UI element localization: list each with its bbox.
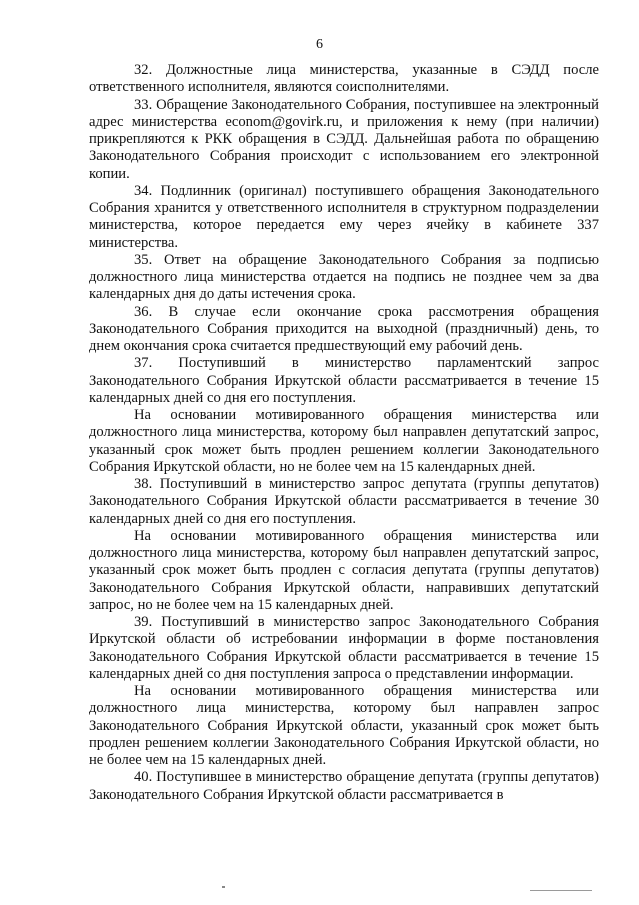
footer-line <box>530 890 592 891</box>
paragraph-39: 39. Поступивший в министерство запрос Законодательного Собрания Иркутской области об истребовании информации в форме постановления Законодательного Собрания Иркутской области рассматривается в течение 15 календарных дней со дня поступления запроса о представлении информации. <box>89 614 599 682</box>
paragraph-33: 33. Обращение Законодательного Собрания, поступившее на электронный адрес министерства econom@govirk.ru, и приложения к нему (при наличии) прикрепляются к РКК обращения в СЭДД. Дальнейшая работа по обращению Законодательного Собрания происходит с использованием его электронной копии. <box>89 96 599 182</box>
paragraph-38: 38. Поступивший в министерство запрос депутата (группы депутатов) Законодательного Собрания Иркутской области рассматривается в течение 30 календарных дней со дня его поступления. <box>89 476 599 527</box>
paragraph-35: 35. Ответ на обращение Законодательного Собрания за подписью должностного лица министерства отдается на подпись не позднее чем за два календарных дня до даты истечения срока. <box>89 251 599 303</box>
paragraph-36: 36. В случае если окончание срока рассмотрения обращения Законодательного Собрания приходится на выходной (праздничный) день, то днем окончания срока считается предшествующий ему рабочий день. <box>89 303 599 354</box>
paragraph-37: 37. Поступивший в министерство парламентский запрос Законодательного Собрания Иркутской области рассматривается в течение 15 календарных дней со дня его поступления. <box>89 355 599 406</box>
paragraph-34: 34. Подлинник (оригинал) поступившего обращения Законодательного Собрания хранится у ответственного исполнителя в структурном подразделении министерства, которое передается ему через ячейку в кабинете 337 министерства. <box>89 182 599 251</box>
paragraph-38-extension: На основании мотивированного обращения министерства или должностного лица министерства, которому был направлен депутатский запрос, указанный срок может быть продлен с согласия депутата (группы депутатов) Законодательного Собрания Иркутской области, направивших депутатский запрос, но не более чем на 15 календарных дней. <box>89 527 599 613</box>
paragraph-39-extension: На основании мотивированного обращения министерства или должностного лица министерства, которому был направлен запрос Законодательного Собрания Иркутской области, указанный срок может быть продлен решением коллегии Законодательного Собрания Иркутской области, но не более чем на 15 календарных дней. <box>89 683 599 768</box>
page-number: 6 <box>316 37 323 52</box>
paragraph-37-extension: На основании мотивированного обращения министерства или должностного лица министерства, которому был направлен депутатский запрос, указанный срок может быть продлен решением коллегии Законодательного Собрания Иркутской области, но не более чем на 15 календарных дней. <box>89 407 599 475</box>
document-body <box>89 62 599 804</box>
paragraph-40: 40. Поступившее в министерство обращение депутата (группы депутатов) Законодательного Собрания Иркутской области рассматривается в <box>89 769 599 803</box>
paragraph-32: 32. Должностные лица министерства, указанные в СЭДД после ответственного исполнителя, являются соисполнителями. <box>89 62 599 96</box>
scan-artifact <box>222 886 225 888</box>
